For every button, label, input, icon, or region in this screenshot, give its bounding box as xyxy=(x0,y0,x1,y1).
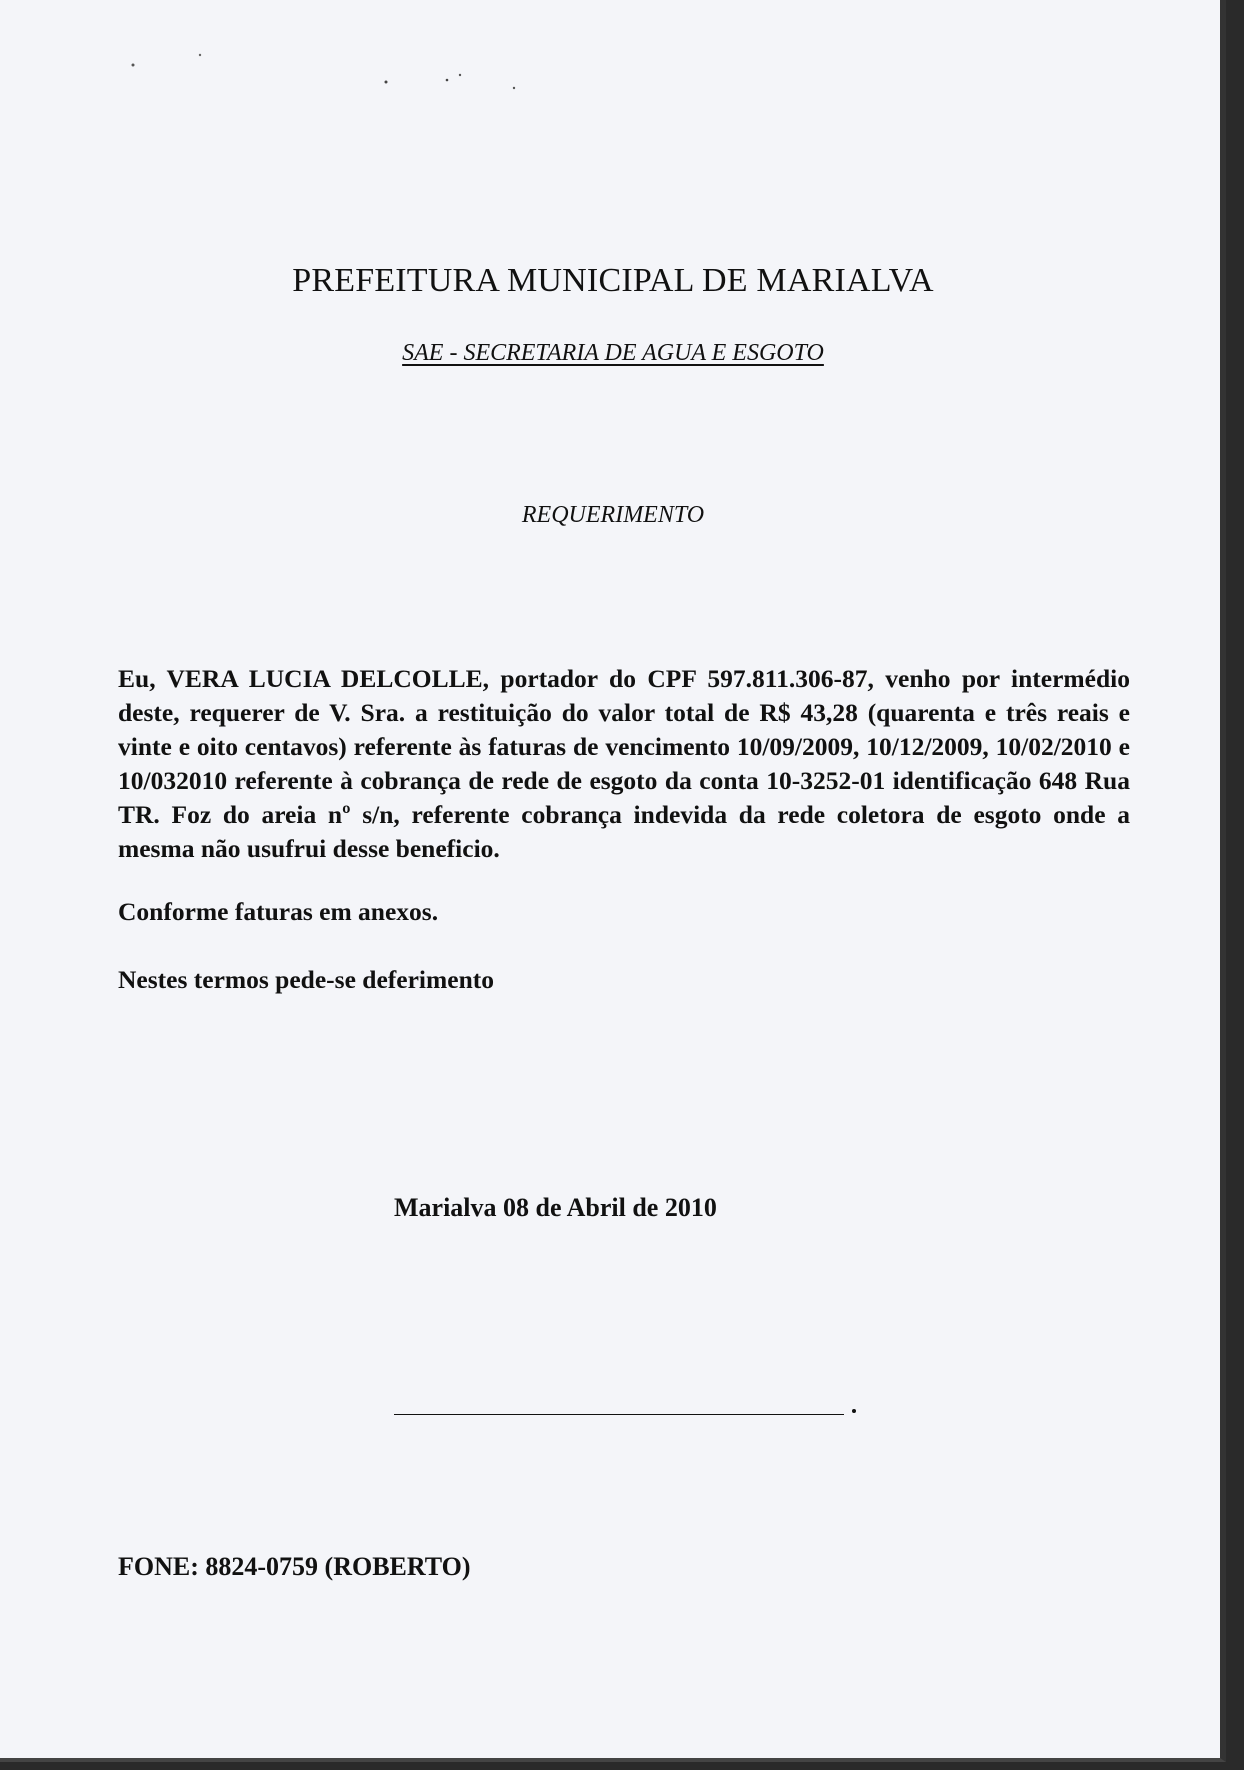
scan-specks xyxy=(0,0,600,120)
phone-line: FONE: 8824-0759 (ROBERTO) xyxy=(118,1552,471,1581)
document-subtitle: SAE - SECRETARIA DE AGUA E ESGOTO xyxy=(402,340,824,366)
request-body: Eu, VERA LUCIA DELCOLLE, portador do CPF 597.811.306-87, venho por intermédio deste, requerer de V. Sra. a restituição do valor total de R$ 43,28 (quarenta e três reais e vinte e oito centavos) referente às faturas de vencimento 10/09/2009, 10/12/2009, 10/02/2010 e 10/032010 referente à cobrança de rede de esgoto da conta 10-3252-01 identificação 648 Rua TR. Foz do areia nº s/n, referente cobrança indevida da rede coletora de esgoto onde a mesma não usufrui desse beneficio. xyxy=(118,664,1130,863)
closing-line: Nestes termos pede-se deferimento xyxy=(118,965,494,994)
annex-note: Conforme faturas em anexos. xyxy=(118,897,439,926)
signature-dot xyxy=(852,1409,856,1413)
signature-line xyxy=(394,1414,844,1415)
date-line: Marialva 08 de Abril de 2010 xyxy=(394,1193,717,1222)
document-title: PREFEITURA MUNICIPAL DE MARIALVA xyxy=(292,262,934,299)
document-heading: REQUERIMENTO xyxy=(521,502,705,528)
